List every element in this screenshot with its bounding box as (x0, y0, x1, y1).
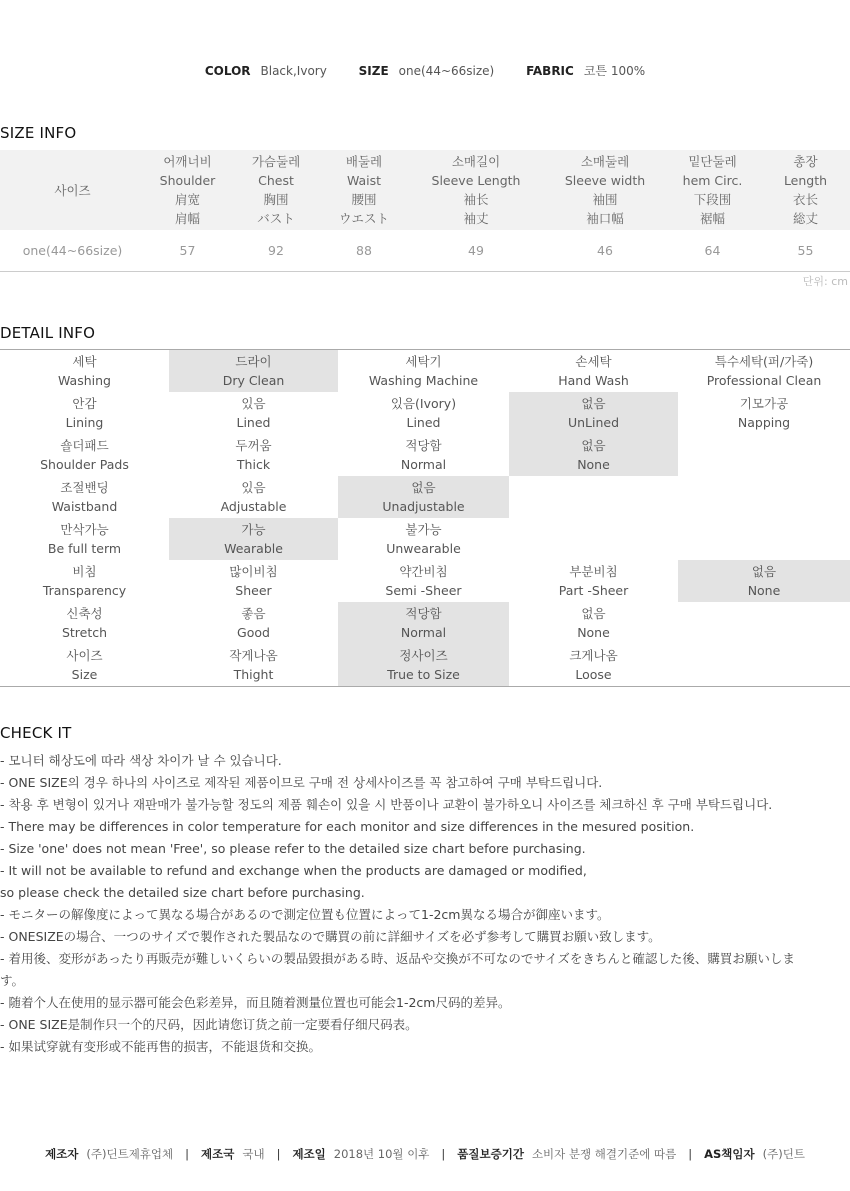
fabric-label: FABRIC (526, 64, 574, 78)
detail-row (0, 560, 850, 602)
footer-value: (주)딘트제휴업체 (86, 1147, 174, 1161)
detail-cell-selected: 없음 UnLined (509, 392, 678, 434)
detail-row (0, 350, 850, 393)
size-header-label: 사이즈 (0, 150, 145, 230)
footer-separator: | (688, 1147, 693, 1161)
size-header-row (0, 150, 850, 230)
detail-row (0, 518, 850, 560)
footer-value: 2018년 10월 이후 (333, 1147, 430, 1161)
footer-label: 제조일 (292, 1147, 326, 1161)
size-info-title: SIZE INFO (0, 124, 77, 142)
size-header-waist: 배둘레 Waist 腰围 ウエスト (322, 150, 406, 230)
detail-cell-selected: 적당함 Normal (338, 602, 509, 644)
note-line: - モニターの解像度によって異なる場合があるので測定位置も位置によって1-2cm異なる場合が御座います。 (0, 907, 610, 922)
footer-value: (주)딘트 (762, 1147, 805, 1161)
detail-row-label: 사이즈 Size (66, 648, 103, 682)
footer-label: 제조국 (201, 1147, 235, 1161)
fabric-value: 코튼 100% (583, 64, 646, 78)
detail-cell (678, 518, 850, 560)
footer-value: 국내 (242, 1147, 265, 1161)
note-line: す。 (0, 973, 25, 988)
check-it-notes (0, 750, 850, 1058)
detail-cell: 세탁기 Washing Machine (368, 354, 479, 388)
detail-info-title: DETAIL INFO (0, 324, 96, 342)
detail-cell (678, 476, 850, 518)
detail-cell: 손세탁 Hand Wash (558, 354, 629, 388)
note-line: - ONE SIZE의 경우 하나의 사이즈로 제작된 제품이므로 구매 전 상세사이즈를 꼭 참고하여 구매 부탁드립니다. (0, 775, 603, 790)
size-value: one(44~66size) (398, 64, 495, 78)
note-line: - There may be differences in color temperature for each monitor and size differences in the mesured position. (0, 819, 695, 834)
detail-row-label: 안감 Lining (65, 396, 104, 430)
footer-label: 제조자 (45, 1147, 79, 1161)
detail-row-label: 조절밴딩 Waistband (51, 480, 118, 514)
footer-value: 소비자 분쟁 해결기준에 따름 (531, 1147, 677, 1161)
size-info-table (0, 150, 850, 272)
note-line: - It will not be available to refund and exchange when the products are damaged or modified, (0, 863, 587, 878)
detail-cell: 특수세탁(퍼/가죽) Professional Clean (706, 354, 822, 388)
detail-cell: 불가능 Unwearable (386, 522, 461, 556)
note-line: so please check the detailed size chart before purchasing. (0, 885, 365, 900)
detail-cell (678, 602, 850, 644)
size-header-sleeve-length: 소매길이 Sleeve Length 袖长 袖丈 (406, 150, 546, 230)
detail-cell: 좋음 Good (237, 606, 270, 640)
footer-separator: | (441, 1147, 446, 1161)
detail-cell: 있음(Ivory) Lined (390, 396, 457, 430)
detail-cell: 크게나옴 Loose (569, 648, 618, 682)
unit-note: 단위: cm (802, 275, 848, 288)
size-value: 64 (664, 230, 761, 272)
footer-separator: | (276, 1147, 281, 1161)
size-header-chest: 가슴둘레 Chest 胸围 バスト (230, 150, 322, 230)
detail-cell: 두꺼움 Thick (235, 438, 272, 472)
detail-row-label: 신축성 Stretch (61, 606, 108, 640)
detail-row (0, 644, 850, 687)
size-label: SIZE (358, 64, 389, 78)
detail-row-label: 비침 Transparency (42, 564, 127, 598)
size-value: 57 (145, 230, 230, 272)
footer-separator: | (185, 1147, 190, 1161)
detail-row (0, 476, 850, 518)
size-header-length: 총장 Length 衣长 総丈 (761, 150, 850, 230)
detail-row (0, 392, 850, 434)
note-line: - Size 'one' does not mean 'Free', so please refer to the detailed size chart before purchasing. (0, 841, 586, 856)
product-info-footer (0, 1146, 850, 1162)
size-value: 88 (322, 230, 406, 272)
size-header-sleeve-width: 소매둘레 Sleeve width 袖围 袖口幅 (546, 150, 664, 230)
note-line: - 착용 후 변형이 있거나 재판매가 불가능할 정도의 제품 훼손이 있을 시 반품이나 교환이 불가하오니 사이즈를 체크하신 후 구매 부탁드립니다. (0, 797, 773, 812)
detail-info-table (0, 349, 850, 687)
detail-cell (678, 644, 850, 687)
size-value: 92 (230, 230, 322, 272)
detail-cell: 있음 Adjustable (220, 480, 287, 514)
detail-row (0, 602, 850, 644)
note-line: - ONE SIZE是制作只一个的尺码，因此请您订货之前一定要看仔细尺码表。 (0, 1017, 418, 1032)
size-value: 46 (546, 230, 664, 272)
check-it-title: CHECK IT (0, 724, 72, 742)
detail-row-label: 세탁 Washing (58, 354, 111, 388)
detail-row-label: 숄더패드 Shoulder Pads (40, 438, 129, 472)
note-line: - 随着个人在使用的显示器可能会色彩差异，而且随着测量位置也可能会1-2cm尺码的差异。 (0, 995, 511, 1010)
size-header-shoulder: 어깨너비 Shoulder 肩宽 肩幅 (145, 150, 230, 230)
detail-cell: 약간비침 Semi -Sheer (385, 564, 462, 598)
note-line: - ONESIZEの場合、一つのサイズで製作された製品なので購買の前に詳細サイズを必ず参考して購買お願い致します。 (0, 929, 661, 944)
detail-cell: 있음 Lined (236, 396, 271, 430)
product-summary (0, 62, 850, 79)
note-line: - 如果试穿就有变形或不能再售的损害，不能退货和交换。 (0, 1039, 321, 1054)
note-line: - 着用後、変形があったり再販売が難しいくらいの製品毀損がある時、返品や交換が不可なのでサイズをきちんと確認した後、購買お願いしま (0, 951, 795, 966)
detail-cell-selected: 없음 None (678, 560, 850, 602)
size-value: 55 (761, 230, 850, 272)
detail-cell: 적당함 Normal (400, 438, 447, 472)
detail-cell (678, 434, 850, 476)
detail-cell: 없음 None (577, 606, 610, 640)
size-value-row (0, 230, 850, 272)
detail-cell-selected: 없음 Unadjustable (338, 476, 509, 518)
color-label: COLOR (204, 64, 251, 78)
detail-cell-selected: 없음 None (509, 434, 678, 476)
detail-cell (509, 518, 678, 560)
detail-cell (509, 476, 678, 518)
size-value: 49 (406, 230, 546, 272)
color-value: Black,Ivory (260, 64, 327, 78)
detail-cell-selected: 드라이 Dry Clean (169, 350, 338, 393)
detail-cell-selected: 가능 Wearable (169, 518, 338, 560)
detail-cell-selected: 정사이즈 True to Size (338, 644, 509, 687)
detail-cell: 많이비침 Sheer (229, 564, 278, 598)
footer-label: AS책임자 (704, 1147, 755, 1161)
size-header-hem: 밑단둘레 hem Circ. 下段围 裾幅 (664, 150, 761, 230)
footer-label: 품질보증기간 (457, 1147, 524, 1161)
detail-row-label: 만삭가능 Be full term (47, 522, 122, 556)
detail-cell: 작게나옴 Thight (229, 648, 278, 682)
detail-cell: 부분비침 Part -Sheer (558, 564, 629, 598)
detail-row (0, 434, 850, 476)
note-line: - 모니터 해상도에 따라 색상 차이가 날 수 있습니다. (0, 753, 282, 768)
size-row-label: one(44~66size) (0, 230, 145, 272)
detail-cell: 기모가공 Napping (737, 396, 791, 430)
